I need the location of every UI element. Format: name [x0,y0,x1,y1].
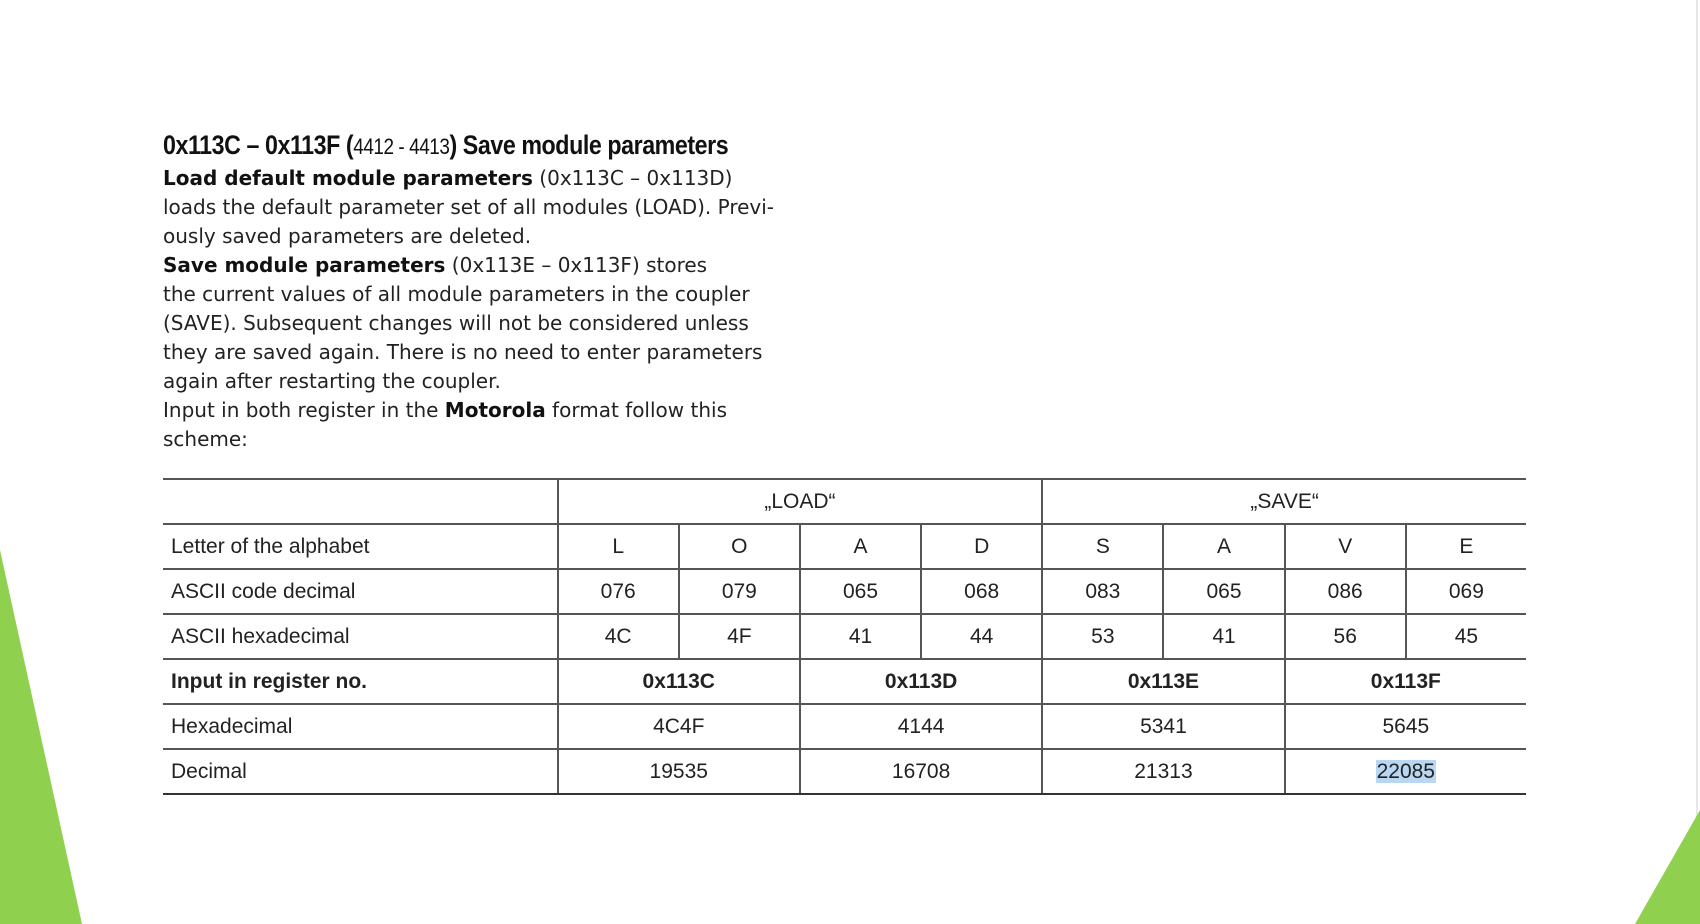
table-cell: 41 [800,614,921,659]
table-cell: V [1285,524,1406,569]
input-post: format follow this [545,398,727,422]
table-cell: 0x113C [558,659,800,704]
table-cell: 076 [558,569,679,614]
save-text-4: again after restarting the coupler. [163,369,501,393]
table-cell: 069 [1406,569,1526,614]
input-bold: Motorola [444,398,546,422]
table-row [163,614,1526,659]
input-line [163,396,843,425]
table-row [163,569,1526,614]
table-cell: 53 [1042,614,1163,659]
row-label: Decimal [163,749,558,794]
table-header-row [163,479,1526,524]
table-cell: 068 [921,569,1042,614]
heading-dec-range: 4412 - 4413 [353,134,450,159]
table-cell: 086 [1285,569,1406,614]
table-cell: A [800,524,921,569]
heading-hex-range: 0x113C – 0x113F ( [163,130,354,160]
selected-text[interactable]: 22085 [1376,759,1435,783]
table-cell: D [921,524,1042,569]
table-cell: 5341 [1042,704,1284,749]
table-cell: 0x113D [800,659,1042,704]
table-cell: 56 [1285,614,1406,659]
row-label: ASCII code decimal [163,569,558,614]
table-cell: 079 [679,569,800,614]
table-cell: O [679,524,800,569]
description [163,164,843,454]
save-range: (0x113E – 0x113F) stores [445,253,708,277]
row-label: Letter of the alphabet [163,524,558,569]
load-range: (0x113C – 0x113D) [532,166,733,190]
table-cell: 065 [800,569,921,614]
load-line [163,164,843,193]
header-save: „SAVE“ [1042,479,1526,524]
table-cell: 4144 [800,704,1042,749]
table-cell: 21313 [1042,749,1284,794]
table-row [163,524,1526,569]
table-cell: 19535 [558,749,800,794]
heading-title: ) Save module parameters [449,130,729,160]
table-cell: 4C [558,614,679,659]
table-cell: 4C4F [558,704,800,749]
row-label: Input in register no. [163,659,558,704]
scheme-table [163,478,1526,795]
table-cell: S [1042,524,1163,569]
save-text-2: (SAVE). Subsequent changes will not be considered unless [163,311,749,335]
save-text-1: the current values of all module parameters in the coupler [163,282,750,306]
table-row [163,749,1526,794]
table-cell[interactable] [1285,749,1526,794]
row-label: ASCII hexadecimal [163,614,558,659]
load-text-2: ously saved parameters are deleted. [163,224,532,248]
save-text-3: they are saved again. There is no need to enter parameters [163,340,763,364]
table-row-register [163,659,1526,704]
green-accent-left [0,550,90,924]
table-cell: 5645 [1285,704,1526,749]
save-bold: Save module parameters [163,253,446,277]
table-cell: 4F [679,614,800,659]
green-accent-right [1635,810,1700,924]
table-cell: A [1163,524,1284,569]
row-label: Hexadecimal [163,704,558,749]
table-row [163,704,1526,749]
table-cell: 16708 [800,749,1042,794]
table-cell: L [558,524,679,569]
load-bold: Load default module parameters [163,166,533,190]
slide-edge [1696,0,1698,924]
table-cell: 41 [1163,614,1284,659]
table-cell: 065 [1163,569,1284,614]
save-line [163,251,843,280]
table-cell: 0x113E [1042,659,1284,704]
table-cell: 0x113F [1285,659,1526,704]
header-empty-cell [163,479,558,524]
document-content [163,128,1526,454]
section-heading [163,128,1335,164]
input-pre: Input in both register in the [163,398,445,422]
table-cell: 083 [1042,569,1163,614]
table-cell: E [1406,524,1526,569]
input-end: scheme: [163,427,248,451]
header-load: „LOAD“ [558,479,1043,524]
load-text-1: loads the default parameter set of all modules (LOAD). Previ- [163,195,775,219]
table-cell: 44 [921,614,1042,659]
table-cell: 45 [1406,614,1526,659]
